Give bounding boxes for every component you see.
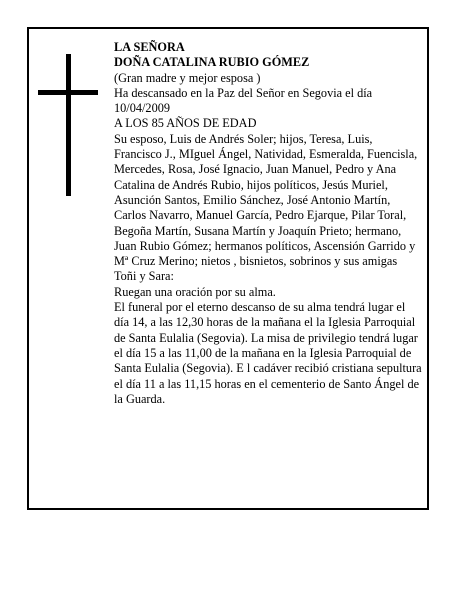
family-paragraph: Su esposo, Luis de Andrés Soler; hijos, Teresa, Luis, Francisco J., MIguel Ángel, Natividad, Esmeralda, Fuencisla, Mercedes, Rosa, José Ignacio, Juan Manuel, Pedro y Ana Catalina de Andrés Rubio, hijos políticos, Jesús Muriel, Asunción Santos, Emilio Sánchez, José Antonio Martín, Carlos Navarro, Manuel García, Pedro Ejarque, Pilar Toral, Begoña Martín, Susana Martín y Joaquín Prieto; hermano, Juan Rubio Gómez; hermanos políticos, Ascensión Garrido y Mª Cruz Merino; nietos , bisnietos, sobrinos y sus amigas Toñi y Sara:: [114, 131, 418, 284]
subtitle: (Gran madre y mejor esposa ): [114, 70, 261, 85]
prayer-request: Ruegan una oración por su alma.: [114, 284, 276, 299]
cross-vertical-bar: [66, 54, 71, 196]
deceased-name: DOÑA CATALINA RUBIO GÓMEZ: [114, 55, 310, 70]
cross-icon: [38, 54, 98, 196]
death-announcement: Ha descansado en la Paz del Señor en Segovia el día 10/04/2009: [114, 85, 373, 116]
funeral-paragraph: El funeral por el eterno descanso de su alma tendrá lugar el día 14, a las 12,30 horas de la mañana el la Iglesia Parroquial de Santa Eulalia (Segovia). La misa de privilegio tendrá lugar el día 15 a las 11,00 de la mañana en la Iglesia Parroquial de Santa Eulalia (Segovia). E l cadáver recibió cristiana sepultura el día 11 a las 11,15 horas en el cementerio de Santo Ángel de la Guarda.: [114, 300, 422, 406]
cross-horizontal-bar: [38, 90, 98, 95]
obituary-text: [114, 40, 422, 407]
age-line: A LOS 85 AÑOS DE EDAD: [114, 116, 257, 131]
title-line-1: LA SEÑORA: [114, 40, 185, 54]
